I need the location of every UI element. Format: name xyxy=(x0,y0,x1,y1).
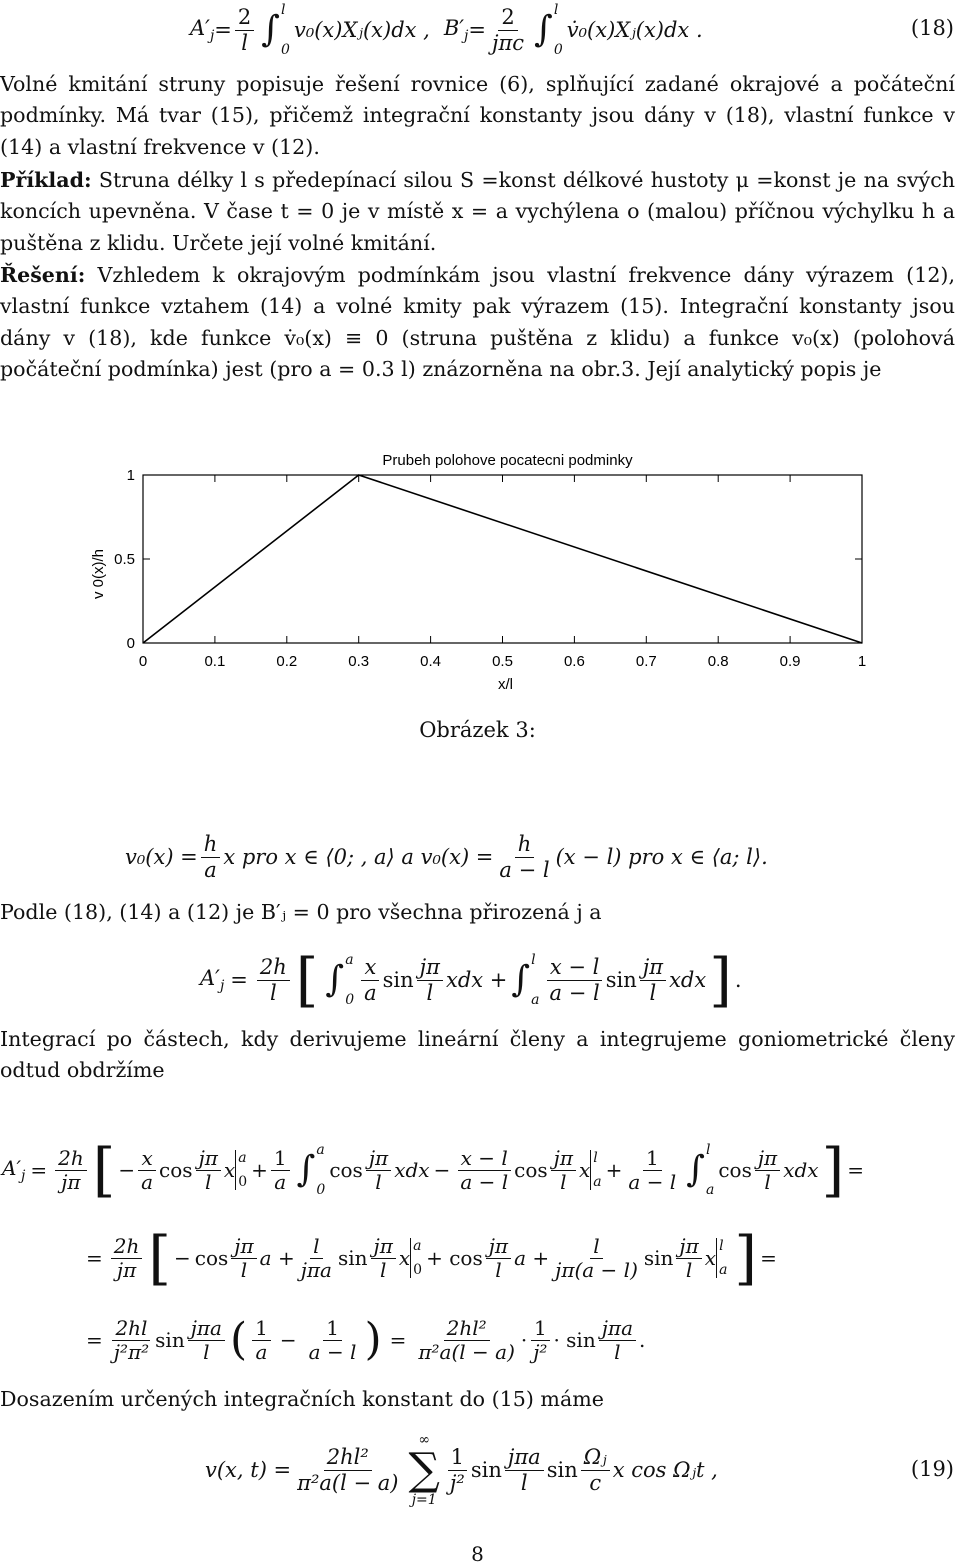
aj-s1-num: jπ xyxy=(417,955,443,980)
eq18-b-lhs: B′ xyxy=(443,16,465,40)
podle-paragraph: Podle (18), (14) a (12) je B′ⱼ = 0 pro všechna přirozená j a xyxy=(0,900,602,924)
l1-pre-den: jπ xyxy=(61,1169,81,1194)
left-bracket-icon: [ xyxy=(148,1224,172,1292)
intro-paragraph: Volné kmitání struny popisuje řešení rovnice (6), splňující zadané okrajové a počáteční podmínky. Má tvar (15), přičemž integrační konstanty jsou dány v (18), vlastní funkce v (14) a vlastní frekvence v (12). xyxy=(0,72,955,159)
l1-plus-1: + xyxy=(251,1158,268,1182)
y-tick-label: 1 xyxy=(126,467,135,484)
l3-t5-den: π²a(l − a) xyxy=(418,1339,515,1364)
derivation-line-2 xyxy=(86,1218,777,1298)
eq18-int2-limits xyxy=(554,2,563,58)
l1-t1-den: a xyxy=(141,1169,154,1194)
aj-int2-upper: l xyxy=(531,952,536,968)
l3-equals-2: = xyxy=(389,1328,407,1352)
l1-int1-limits xyxy=(316,1142,325,1198)
l1-t5-num: x − l xyxy=(458,1147,511,1171)
l1-frac-4 xyxy=(366,1147,391,1194)
l3-t7-num: jπa xyxy=(599,1317,636,1341)
x-tick-label: 0.9 xyxy=(779,653,801,670)
l2-t3-num: jπ xyxy=(371,1235,396,1259)
x-tick-label: 0.8 xyxy=(707,653,729,670)
integral-sign: ∫ xyxy=(511,959,531,1000)
v0-tail: (x − l) pro x ∈ ⟨a; l⟩. xyxy=(555,845,768,869)
eq18-frac2-den: jπc xyxy=(491,30,525,55)
l2-pre-den: jπ xyxy=(116,1257,137,1282)
eq19-frac-2 xyxy=(447,1445,468,1494)
y-axis-label: v 0(x)/h xyxy=(90,548,107,600)
eq19-f2-num: 1 xyxy=(448,1445,467,1470)
eq18-equals-b: = xyxy=(468,18,486,42)
aj-sin-2: sin xyxy=(605,968,637,992)
v0-frac-2 xyxy=(496,832,552,881)
aj-fa-den: a xyxy=(364,980,377,1005)
aj-equals: = xyxy=(230,968,248,992)
aj-int2-lower: a xyxy=(531,992,540,1008)
l1-t8-den: l xyxy=(764,1169,771,1194)
left-bracket-icon: [ xyxy=(92,1136,116,1204)
l3-t2-num: jπa xyxy=(188,1317,225,1341)
l1-int2-limits xyxy=(706,1142,714,1198)
l2-equals: = xyxy=(86,1246,103,1270)
l1-frac-1 xyxy=(138,1147,156,1194)
l1-t5-den: a − l xyxy=(460,1169,509,1194)
l2-frac-5 xyxy=(552,1235,641,1282)
l3-frac-6 xyxy=(530,1317,550,1364)
l2-prefactor xyxy=(111,1235,143,1282)
l3-minus: − xyxy=(279,1328,297,1352)
equation-number-19: (19) xyxy=(910,1457,954,1481)
right-bracket-icon: ] xyxy=(821,1136,845,1204)
l2-t6-num: jπ xyxy=(676,1235,701,1259)
l2-end: = xyxy=(760,1246,777,1270)
eq19-frac-4 xyxy=(581,1445,610,1494)
example-text: Struna délky l s předepínací silou S =konst délkové hustoty μ =konst je na svých koncích upevněna. V čase t = 0 je v místě x = a vychýlena o (malou) příčnou výchylku h a puštěna z klidu. Určete její volné kmitání. xyxy=(0,168,956,255)
eq18-frac1-num: 2 xyxy=(235,5,254,30)
l2-x-2: x xyxy=(704,1246,717,1270)
x-axis-label: x/l xyxy=(498,676,513,693)
l1-frac-6 xyxy=(551,1147,576,1194)
l1-xdx-1: xdx xyxy=(394,1158,430,1182)
l1-ev1-bot: 0 xyxy=(238,1174,248,1190)
l1-t3-den: a xyxy=(274,1169,287,1194)
eq19-f1-num: 2hl² xyxy=(324,1445,372,1470)
chart-title: Prubeh polohove pocatecni podminky xyxy=(382,452,633,469)
v0-lhs: v₀(x) = xyxy=(125,845,198,869)
l2-frac-4 xyxy=(486,1235,511,1282)
l3-t1-den: j²π² xyxy=(113,1339,150,1364)
l1-frac-3 xyxy=(271,1147,290,1194)
l2-t1-num: jπ xyxy=(231,1235,256,1259)
x-tick-label: 0 xyxy=(138,653,148,670)
l2-t3-den: l xyxy=(380,1257,387,1282)
eq19-f3-den: l xyxy=(520,1470,528,1495)
integral-sign: ∫ xyxy=(325,959,345,1000)
l1-t4-num: jπ xyxy=(366,1147,391,1171)
l1-frac-8 xyxy=(755,1147,780,1194)
eq18-equals: = xyxy=(214,18,232,42)
series-line xyxy=(143,475,862,643)
aj-sin-1: sin xyxy=(382,968,414,992)
y-tick-label: 0 xyxy=(126,635,135,652)
eq19-f3-num: jπa xyxy=(505,1445,544,1470)
solution-paragraph xyxy=(0,260,955,386)
l1-cos-2: cos xyxy=(329,1158,363,1182)
aj-frac-s1 xyxy=(417,955,443,1004)
example-paragraph xyxy=(0,165,955,259)
right-paren-icon: ) xyxy=(364,1314,382,1365)
l1-i2-lower: a xyxy=(705,1182,715,1198)
l2-ev2-bot: a xyxy=(719,1262,728,1278)
aj-fb-den: a − l xyxy=(549,980,600,1005)
eq18-fraction-1 xyxy=(235,5,254,54)
eq18-b-sub: j xyxy=(464,28,469,44)
aj-tail-2: xdx xyxy=(669,968,707,992)
l2-eval-1 xyxy=(410,1238,422,1278)
sum-lower: j=1 xyxy=(411,1492,437,1508)
l1-ev2-bot: a xyxy=(593,1174,602,1190)
l2-ev1-top: a xyxy=(413,1238,422,1254)
aj-sub: j xyxy=(219,978,225,994)
eq19-frac-3 xyxy=(505,1445,544,1494)
right-bracket-icon: ] xyxy=(734,1224,758,1292)
l2-plus-cos: + cos xyxy=(426,1246,483,1270)
l1-xdx-2: xdx xyxy=(783,1158,819,1182)
example-label: Příklad: xyxy=(0,168,92,192)
eq18-a-lhs: A′ xyxy=(190,16,210,40)
l1-minus: − xyxy=(118,1158,136,1182)
l2-x-1: x xyxy=(398,1246,411,1270)
l2-t2-den: jπa xyxy=(300,1257,332,1282)
x-tick-label: 1 xyxy=(857,653,867,670)
l1-t3-num: 1 xyxy=(271,1147,290,1171)
l1-t2-den: l xyxy=(205,1169,212,1194)
aj-prefactor xyxy=(257,955,290,1004)
equation-number-18: (18) xyxy=(910,16,954,40)
l1-i2-upper: l xyxy=(705,1142,711,1158)
eq18-fraction-2 xyxy=(489,5,527,54)
equation-19 xyxy=(205,1425,718,1515)
aj-tail-1: xdx + xyxy=(446,968,508,992)
l1-x-1: x xyxy=(223,1158,236,1182)
page-number: 8 xyxy=(471,1542,484,1566)
l2-t4-num: jπ xyxy=(486,1235,511,1259)
integral-sign: ∫ xyxy=(686,1149,705,1190)
eq18-frac2-num: 2 xyxy=(498,5,517,30)
x-tick-label: 0.2 xyxy=(276,653,298,670)
l1-eval-1 xyxy=(235,1150,247,1190)
aj-int2-limits xyxy=(531,952,539,1008)
integral-sign: ∫ xyxy=(534,9,553,50)
equation-18 xyxy=(190,0,703,60)
l1-t1-num: x xyxy=(138,1147,155,1171)
eq19-sin-2: sin xyxy=(546,1458,578,1482)
l2-frac-1 xyxy=(231,1235,256,1282)
l3-frac-4 xyxy=(306,1317,360,1364)
eq19-sin-1: sin xyxy=(470,1458,502,1482)
sigma-icon: ∑ xyxy=(408,1444,440,1495)
l1-i1-upper: a xyxy=(316,1142,325,1158)
aj-fb-num: x − l xyxy=(547,955,603,980)
l3-t4-num: 1 xyxy=(323,1317,342,1341)
eq18-int1-upper: l xyxy=(281,2,286,18)
aj-pre-num: 2h xyxy=(257,955,290,980)
aj-lhs: A′ xyxy=(200,966,220,990)
l3-t6-num: 1 xyxy=(531,1317,550,1341)
sum-upper: ∞ xyxy=(418,1432,431,1448)
l2-a-2: a + xyxy=(514,1246,550,1270)
eq18-int1-lower: 0 xyxy=(281,42,290,58)
eq18-a-sub: j xyxy=(209,28,215,44)
aj-end: . xyxy=(734,968,742,992)
l1-cos-3: cos xyxy=(514,1158,548,1182)
aj-integral-equation xyxy=(200,940,742,1020)
l3-equals: = xyxy=(86,1328,103,1352)
l3-dot-2: · sin xyxy=(553,1328,596,1352)
figure-caption: Obrázek 3: xyxy=(419,718,536,742)
eq18-body-1: v₀(x)Xⱼ(x)dx , xyxy=(293,18,430,42)
left-paren-icon: ( xyxy=(229,1314,248,1365)
aj-int1-lower: 0 xyxy=(345,992,355,1008)
l3-frac-2 xyxy=(188,1317,225,1364)
solution-text: Vzhledem k okrajovým podmínkám jsou vlastní frekvence dány výrazem (12), vlastní funkce vztahem (14) a volné kmity pak výrazem (15). Integrační konstanty jsou dány v (18), kde funkce v̇₀(x) ≡ 0 (struna puštěna z klidu) a funkce v₀(x) (polohová počáteční podmínka) jest (pro a = 0.3 l) znázorněna na obr.3. Její analytický popis je xyxy=(0,263,956,382)
l2-sin-2: sin xyxy=(643,1246,674,1270)
l3-sin-1: sin xyxy=(155,1328,185,1352)
eq19-f1-den: π²a(l − a) xyxy=(297,1470,399,1495)
initial-condition-chart xyxy=(0,430,960,705)
l1-frac-7 xyxy=(625,1147,679,1194)
l3-end: . xyxy=(639,1328,646,1352)
l3-t5-num: 2hl² xyxy=(444,1317,490,1341)
l1-t6-den: l xyxy=(560,1169,567,1194)
x-tick-label: 0.4 xyxy=(420,653,442,670)
l1-t7-den: a − l xyxy=(628,1169,677,1194)
l3-frac-3 xyxy=(252,1317,271,1364)
l1-eval-2 xyxy=(590,1150,601,1190)
aj-s1-den: l xyxy=(426,980,434,1005)
l2-sin-1: sin xyxy=(337,1246,368,1270)
eq18-body-2: v̇₀(x)Xⱼ(x)dx . xyxy=(566,18,703,42)
l2-ev2-top: l xyxy=(719,1238,724,1254)
l1-ev1-top: a xyxy=(238,1150,247,1166)
eq19-lhs: v(x, t) = xyxy=(205,1458,292,1482)
l2-t2-num: l xyxy=(310,1235,322,1259)
v0-definition xyxy=(125,822,768,892)
aj-fa-num: x xyxy=(361,955,379,980)
l3-frac-7 xyxy=(599,1317,636,1364)
l3-t7-den: l xyxy=(614,1339,621,1364)
l1-t6-num: jπ xyxy=(551,1147,576,1171)
l2-frac-3 xyxy=(371,1235,396,1282)
aj-int1-limits xyxy=(345,952,354,1008)
l3-t2-den: l xyxy=(203,1339,210,1364)
v0-f1-num: h xyxy=(201,832,221,857)
aj-int1-upper: a xyxy=(345,952,354,968)
solution-label: Řešení: xyxy=(0,263,86,287)
l2-minus: − xyxy=(174,1246,191,1270)
dosazenim-paragraph: Dosazením určených integračních konstant do (15) máme xyxy=(0,1387,604,1411)
l1-minus-2: − xyxy=(433,1158,451,1182)
l2-frac-2 xyxy=(298,1235,335,1282)
l3-frac-1 xyxy=(111,1317,152,1364)
v0-frac-1 xyxy=(201,832,221,881)
l1-plus-2: + xyxy=(605,1158,623,1182)
eq19-f2-den: j² xyxy=(449,1470,465,1495)
l1-i1-lower: 0 xyxy=(316,1182,326,1198)
v0-middle: x pro x ∈ ⟨0; , a⟩ a v₀(x) = xyxy=(223,845,494,869)
l1-t7-num: 1 xyxy=(643,1147,662,1171)
aj-frac-s2 xyxy=(640,955,666,1004)
l2-t1-den: l xyxy=(240,1257,248,1282)
eq18-int1-limits xyxy=(281,2,290,58)
l1-t2-num: jπ xyxy=(196,1147,221,1171)
l2-frac-6 xyxy=(676,1235,701,1282)
l1-end: = xyxy=(847,1158,864,1182)
l1-frac-5 xyxy=(457,1147,511,1194)
v0-f2-den: a − l xyxy=(499,857,550,882)
eq19-f4-den: c xyxy=(589,1470,602,1495)
l1-cos-4: cos xyxy=(718,1158,752,1182)
eq18-int2-upper: l xyxy=(553,2,559,18)
aj-frac-a xyxy=(361,955,380,1004)
v0-f1-den: a xyxy=(204,857,217,882)
l1-ev2-top: l xyxy=(593,1150,598,1166)
l1-t4-den: l xyxy=(375,1169,382,1194)
l1-cos-1: cos xyxy=(159,1158,193,1182)
aj-pre-den: l xyxy=(269,980,277,1005)
derivation-line-3 xyxy=(86,1300,645,1380)
x-tick-label: 0.5 xyxy=(492,653,513,670)
l3-t3-den: a xyxy=(255,1339,268,1364)
aj-s2-num: jπ xyxy=(640,955,666,980)
y-tick-label: 0.5 xyxy=(114,551,135,568)
x-tick-label: 0.3 xyxy=(348,653,370,670)
eq19-frac-1 xyxy=(294,1445,401,1494)
right-bracket-icon: ] xyxy=(709,946,732,1014)
derivation-line-1 xyxy=(2,1130,864,1210)
integral-sign: ∫ xyxy=(296,1149,316,1190)
l1-t8-num: jπ xyxy=(755,1147,780,1171)
l3-t1-num: 2hl xyxy=(112,1317,150,1341)
l2-t6-den: l xyxy=(685,1257,693,1282)
eq18-int2-lower: 0 xyxy=(553,42,563,58)
l3-t6-den: j² xyxy=(533,1339,548,1364)
aj-frac-b xyxy=(547,955,603,1004)
l1-x-2: x xyxy=(579,1158,591,1182)
x-tick-label: 0.1 xyxy=(204,653,226,670)
x-tick-label: 0.7 xyxy=(635,653,657,670)
l2-cos-1: cos xyxy=(194,1246,229,1270)
integraci-paragraph: Integrací po částech, kdy derivujeme lineární členy a integrujeme goniometrické členy odtud obdržíme xyxy=(0,1027,955,1083)
l2-pre-num: 2h xyxy=(111,1235,143,1259)
summation xyxy=(408,1432,439,1508)
eq18-frac1-den: l xyxy=(241,30,248,55)
x-tick-label: 0.6 xyxy=(563,653,585,670)
l1-lhs: A′ xyxy=(2,1156,21,1180)
l2-t5-num: l xyxy=(590,1235,602,1259)
l1-equals: = xyxy=(30,1158,48,1182)
integral-sign: ∫ xyxy=(261,9,281,50)
left-bracket-icon: [ xyxy=(295,946,319,1014)
l2-t5-den: jπ(a − l) xyxy=(555,1257,638,1282)
aj-s2-den: l xyxy=(649,980,657,1005)
l3-frac-5 xyxy=(415,1317,517,1364)
l2-ev1-bot: 0 xyxy=(413,1262,423,1278)
l2-a-1: a + xyxy=(259,1246,295,1270)
l2-t4-den: l xyxy=(495,1257,502,1282)
l1-prefactor xyxy=(55,1147,87,1194)
eq19-tail: x cos Ωⱼt , xyxy=(612,1458,718,1482)
l3-dot-1: · xyxy=(520,1328,528,1352)
v0-f2-num: h xyxy=(515,832,535,857)
l3-t3-num: 1 xyxy=(252,1317,271,1341)
l3-t4-den: a − l xyxy=(308,1339,357,1364)
l1-frac-2 xyxy=(196,1147,221,1194)
l2-eval-2 xyxy=(716,1238,727,1278)
l1-pre-num: 2h xyxy=(55,1147,87,1171)
l1-sub: j xyxy=(20,1168,26,1184)
eq19-f4-num: Ωⱼ xyxy=(581,1445,610,1470)
